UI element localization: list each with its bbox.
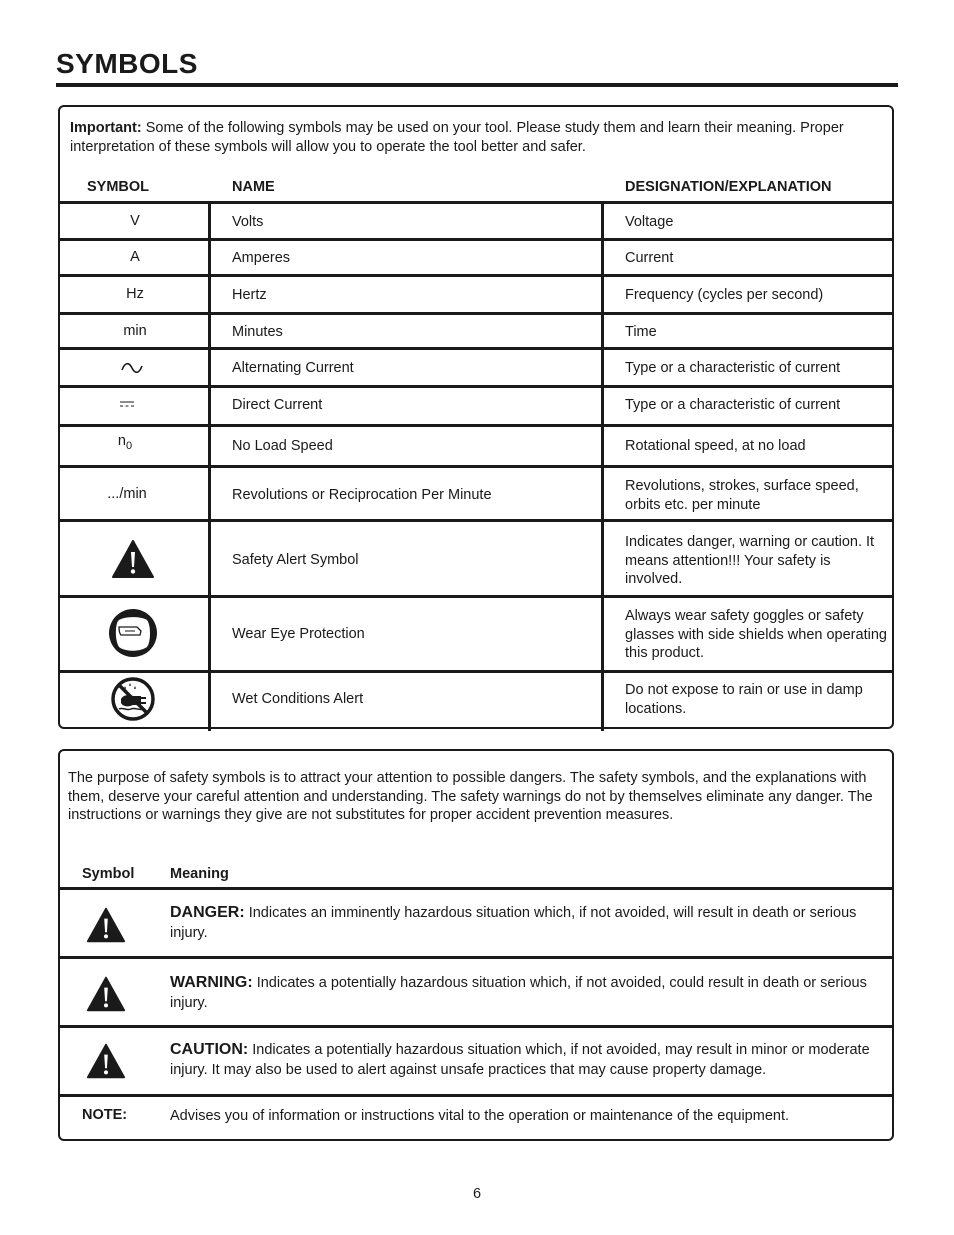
important-note bbox=[70, 119, 895, 156]
warning-description: Indicates a potentially hazardous situation which, if not avoided, could result in death or serious injury. bbox=[170, 975, 867, 1011]
direct-current-icon bbox=[119, 400, 135, 408]
caution-label: CAUTION: bbox=[170, 1041, 249, 1058]
symbol-minutes: min bbox=[123, 323, 147, 339]
page-title: SYMBOLS bbox=[56, 48, 198, 79]
symbol-amperes: A bbox=[130, 249, 140, 265]
name-minutes: Minutes bbox=[232, 324, 283, 340]
warning-text bbox=[170, 973, 895, 1013]
caution-alert-icon bbox=[86, 1042, 126, 1080]
page-number: 6 bbox=[472, 1186, 482, 1202]
desc-wet-conditions: Do not expose to rain or use in damp locations. bbox=[625, 682, 863, 717]
table-rule bbox=[60, 670, 892, 673]
header-name: NAME bbox=[232, 179, 275, 195]
warning-alert-icon bbox=[86, 975, 126, 1013]
desc-per-minute: Revolutions, strokes, surface speed, orbits etc. per minute bbox=[625, 478, 859, 513]
name-amperes: Amperes bbox=[232, 250, 291, 266]
name-hertz: Hertz bbox=[232, 287, 267, 303]
column-rule bbox=[601, 201, 604, 731]
desc-volts: Voltage bbox=[625, 214, 674, 230]
table-rule bbox=[60, 887, 892, 890]
table-rule bbox=[60, 424, 892, 427]
safety-alert-icon bbox=[111, 539, 155, 579]
table-rule bbox=[60, 385, 892, 388]
desc-minutes: Time bbox=[625, 324, 657, 340]
symbol-volts: V bbox=[130, 213, 140, 229]
table-rule bbox=[60, 201, 892, 204]
name-wet-conditions: Wet Conditions Alert bbox=[232, 691, 364, 707]
desc-safety-alert: Indicates danger, warning or caution. It means attention!!! Your safety is involved. bbox=[625, 534, 875, 587]
name-safety-alert: Safety Alert Symbol bbox=[232, 552, 359, 568]
table-rule bbox=[60, 519, 892, 522]
desc-direct-current: Type or a characteristic of current bbox=[625, 397, 841, 413]
note-text: Advises you of information or instructions vital to the operation or maintenance of the equipment. bbox=[170, 1108, 790, 1124]
header-symbol: SYMBOL bbox=[87, 179, 150, 195]
caution-text bbox=[170, 1040, 895, 1080]
safety-symbols-box bbox=[58, 749, 894, 1141]
desc-hertz: Frequency (cycles per second) bbox=[625, 287, 824, 303]
table-rule bbox=[60, 595, 892, 598]
column-rule bbox=[208, 201, 211, 731]
title-rule bbox=[56, 83, 898, 87]
header-meaning: Meaning bbox=[170, 866, 229, 882]
safety-intro: The purpose of safety symbols is to attract your attention to possible dangers. The safety symbols, and the explanations with them, deserve your careful attention and understanding. The safety warnings do not by themselves eliminate any danger. The instructions or warnings they give are not substitutes for proper accident prevention measures. bbox=[68, 770, 873, 823]
name-per-minute: Revolutions or Reciprocation Per Minute bbox=[232, 487, 492, 503]
important-label: Important: bbox=[70, 120, 142, 136]
symbol-no-load-speed bbox=[50, 433, 200, 452]
caution-description: Indicates a potentially hazardous situation which, if not avoided, may result in minor or moderate injury. It may also be used to alert against unsafe practices that may cause property damage. bbox=[170, 1042, 870, 1078]
table-rule bbox=[60, 347, 892, 350]
table-rule bbox=[60, 274, 892, 277]
header-symbol-2: Symbol bbox=[82, 866, 135, 882]
desc-alternating-current: Type or a characteristic of current bbox=[625, 360, 841, 376]
desc-eye-protection: Always wear safety goggles or safety glasses with side shields when operating this product. bbox=[625, 608, 887, 661]
wet-conditions-icon bbox=[111, 677, 155, 721]
danger-alert-icon bbox=[86, 906, 126, 944]
alternating-current-icon bbox=[121, 361, 143, 375]
table-rule bbox=[60, 956, 892, 959]
danger-description: Indicates an imminently hazardous situation which, if not avoided, will result in death or serious injury. bbox=[170, 905, 857, 941]
name-eye-protection: Wear Eye Protection bbox=[232, 626, 365, 642]
name-direct-current: Direct Current bbox=[232, 397, 323, 413]
warning-label: WARNING: bbox=[170, 974, 253, 991]
table-rule bbox=[60, 1025, 892, 1028]
danger-text bbox=[170, 903, 895, 943]
table-rule bbox=[60, 465, 892, 468]
name-volts: Volts bbox=[232, 214, 264, 230]
symbol-subscript: 0 bbox=[125, 439, 133, 452]
name-alternating-current: Alternating Current bbox=[232, 360, 354, 376]
name-no-load-speed: No Load Speed bbox=[232, 438, 333, 454]
table-rule bbox=[60, 238, 892, 241]
danger-label: DANGER: bbox=[170, 904, 245, 921]
note-label: NOTE: bbox=[82, 1107, 128, 1123]
header-designation: DESIGNATION/EXPLANATION bbox=[625, 179, 832, 195]
table-rule bbox=[60, 1094, 892, 1097]
symbol-per-minute: .../min bbox=[107, 486, 147, 502]
eye-protection-icon bbox=[107, 607, 159, 659]
symbol-n: n bbox=[117, 433, 126, 449]
desc-no-load-speed: Rotational speed, at no load bbox=[625, 438, 806, 454]
desc-amperes: Current bbox=[625, 250, 674, 266]
table-rule bbox=[60, 312, 892, 315]
symbols-table-box bbox=[58, 105, 894, 729]
symbol-hertz: Hz bbox=[126, 286, 144, 302]
important-text: Some of the following symbols may be used on your tool. Please study them and learn their meaning. Proper interpretation of these symbols will allow you to operate the tool better and safer. bbox=[70, 120, 844, 155]
